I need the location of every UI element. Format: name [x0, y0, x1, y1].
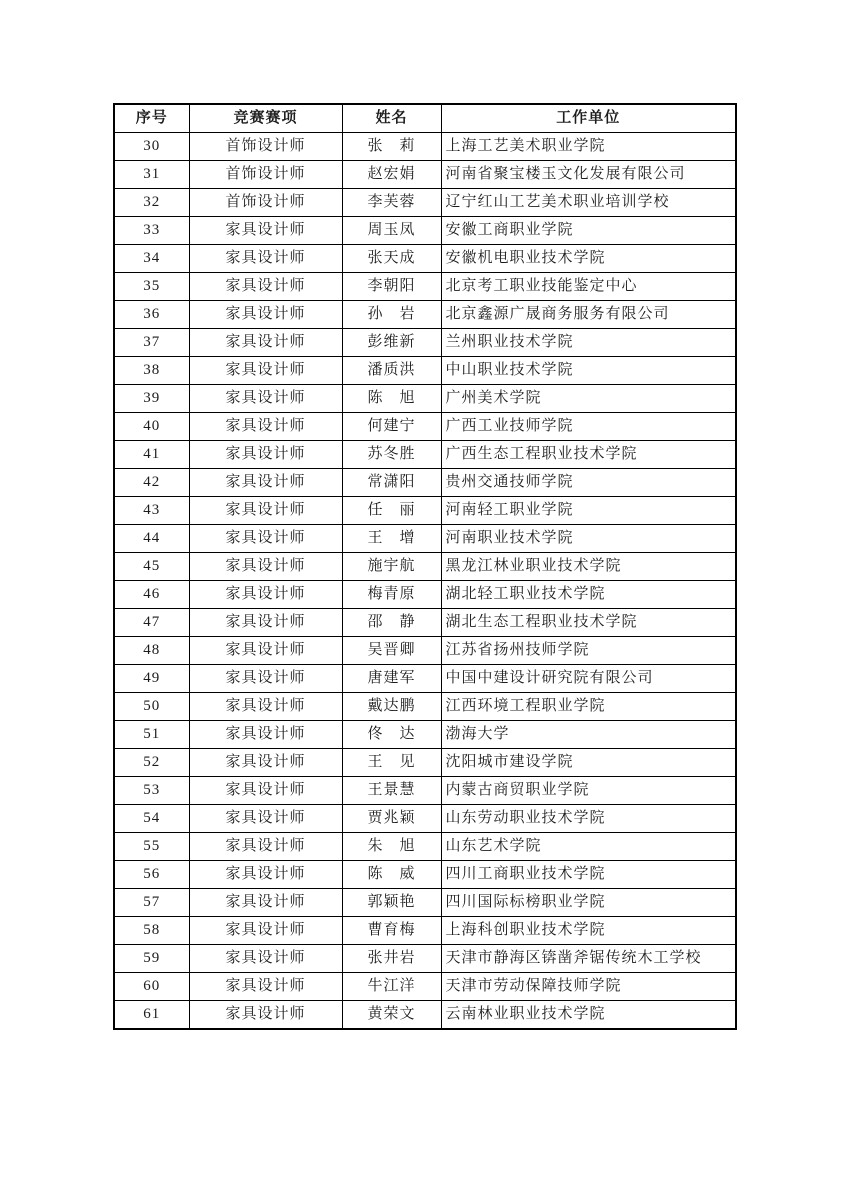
unit-cell: 山东艺术学院 — [441, 833, 736, 861]
event-cell: 家具设计师 — [189, 973, 342, 1001]
unit-cell: 四川国际标榜职业学院 — [441, 889, 736, 917]
name-cell: 黄荣文 — [342, 1001, 441, 1030]
table-row — [114, 973, 736, 1001]
table-row — [114, 413, 736, 441]
index-cell: 40 — [114, 413, 189, 441]
name-cell: 张 莉 — [342, 133, 441, 161]
name-cell: 吴晋卿 — [342, 637, 441, 665]
event-cell: 家具设计师 — [189, 833, 342, 861]
name-cell: 邵 静 — [342, 609, 441, 637]
unit-cell: 内蒙古商贸职业学院 — [441, 777, 736, 805]
index-cell: 41 — [114, 441, 189, 469]
name-cell: 牛江洋 — [342, 973, 441, 1001]
col-header-index: 序号 — [114, 104, 189, 133]
unit-cell: 云南林业职业技术学院 — [441, 1001, 736, 1030]
index-cell: 31 — [114, 161, 189, 189]
name-cell: 潘质洪 — [342, 357, 441, 385]
event-cell: 家具设计师 — [189, 889, 342, 917]
unit-cell: 河南轻工职业学院 — [441, 497, 736, 525]
name-cell: 王 增 — [342, 525, 441, 553]
name-cell: 赵宏娟 — [342, 161, 441, 189]
name-cell: 李芙蓉 — [342, 189, 441, 217]
index-cell: 51 — [114, 721, 189, 749]
name-cell: 周玉凤 — [342, 217, 441, 245]
event-cell: 家具设计师 — [189, 805, 342, 833]
name-cell: 苏冬胜 — [342, 441, 441, 469]
name-cell: 何建宁 — [342, 413, 441, 441]
name-cell: 郭颖艳 — [342, 889, 441, 917]
unit-cell: 上海工艺美术职业学院 — [441, 133, 736, 161]
name-cell: 王景慧 — [342, 777, 441, 805]
table-row — [114, 581, 736, 609]
index-cell: 43 — [114, 497, 189, 525]
index-cell: 58 — [114, 917, 189, 945]
unit-cell: 河南职业技术学院 — [441, 525, 736, 553]
index-cell: 59 — [114, 945, 189, 973]
table-row — [114, 525, 736, 553]
index-cell: 56 — [114, 861, 189, 889]
index-cell: 61 — [114, 1001, 189, 1030]
unit-cell: 湖北轻工职业技术学院 — [441, 581, 736, 609]
unit-cell: 广西生态工程职业技术学院 — [441, 441, 736, 469]
name-cell: 唐建军 — [342, 665, 441, 693]
unit-cell: 北京鑫源广晟商务服务有限公司 — [441, 301, 736, 329]
unit-cell: 河南省聚宝楼玉文化发展有限公司 — [441, 161, 736, 189]
table-row — [114, 133, 736, 161]
table-row — [114, 777, 736, 805]
name-cell: 施宇航 — [342, 553, 441, 581]
name-cell: 陈 旭 — [342, 385, 441, 413]
name-cell: 彭维新 — [342, 329, 441, 357]
unit-cell: 天津市静海区锛凿斧锯传统木工学校 — [441, 945, 736, 973]
event-cell: 家具设计师 — [189, 385, 342, 413]
unit-cell: 天津市劳动保障技师学院 — [441, 973, 736, 1001]
table-body — [114, 133, 736, 1030]
table-row — [114, 553, 736, 581]
table-row — [114, 833, 736, 861]
unit-cell: 黑龙江林业职业技术学院 — [441, 553, 736, 581]
unit-cell: 中山职业技术学院 — [441, 357, 736, 385]
table-row — [114, 161, 736, 189]
name-cell: 曹育梅 — [342, 917, 441, 945]
unit-cell: 中国中建设计研究院有限公司 — [441, 665, 736, 693]
unit-cell: 安徽工商职业学院 — [441, 217, 736, 245]
table-row — [114, 245, 736, 273]
table-row — [114, 385, 736, 413]
index-cell: 46 — [114, 581, 189, 609]
unit-cell: 上海科创职业技术学院 — [441, 917, 736, 945]
event-cell: 首饰设计师 — [189, 189, 342, 217]
index-cell: 52 — [114, 749, 189, 777]
competition-roster-table — [113, 103, 737, 1030]
event-cell: 家具设计师 — [189, 693, 342, 721]
table-row — [114, 189, 736, 217]
name-cell: 梅青原 — [342, 581, 441, 609]
index-cell: 60 — [114, 973, 189, 1001]
index-cell: 33 — [114, 217, 189, 245]
table-row — [114, 497, 736, 525]
event-cell: 首饰设计师 — [189, 133, 342, 161]
index-cell: 54 — [114, 805, 189, 833]
name-cell: 陈 威 — [342, 861, 441, 889]
table-row — [114, 1001, 736, 1030]
name-cell: 张井岩 — [342, 945, 441, 973]
index-cell: 35 — [114, 273, 189, 301]
event-cell: 家具设计师 — [189, 217, 342, 245]
unit-cell: 安徽机电职业技术学院 — [441, 245, 736, 273]
name-cell: 王 见 — [342, 749, 441, 777]
table-row — [114, 469, 736, 497]
index-cell: 37 — [114, 329, 189, 357]
table-row — [114, 329, 736, 357]
event-cell: 家具设计师 — [189, 273, 342, 301]
unit-cell: 兰州职业技术学院 — [441, 329, 736, 357]
event-cell: 家具设计师 — [189, 357, 342, 385]
index-cell: 42 — [114, 469, 189, 497]
event-cell: 家具设计师 — [189, 861, 342, 889]
table-row — [114, 917, 736, 945]
unit-cell: 江苏省扬州技师学院 — [441, 637, 736, 665]
event-cell: 家具设计师 — [189, 777, 342, 805]
unit-cell: 江西环境工程职业学院 — [441, 693, 736, 721]
table-row — [114, 693, 736, 721]
event-cell: 家具设计师 — [189, 637, 342, 665]
unit-cell: 渤海大学 — [441, 721, 736, 749]
table-row — [114, 945, 736, 973]
table-row — [114, 665, 736, 693]
event-cell: 家具设计师 — [189, 665, 342, 693]
table-row — [114, 861, 736, 889]
index-cell: 53 — [114, 777, 189, 805]
name-cell: 戴达鹏 — [342, 693, 441, 721]
event-cell: 家具设计师 — [189, 245, 342, 273]
index-cell: 49 — [114, 665, 189, 693]
name-cell: 李朝阳 — [342, 273, 441, 301]
col-header-name: 姓名 — [342, 104, 441, 133]
index-cell: 57 — [114, 889, 189, 917]
name-cell: 孙 岩 — [342, 301, 441, 329]
table-row — [114, 749, 736, 777]
col-header-event: 竞赛赛项 — [189, 104, 342, 133]
event-cell: 家具设计师 — [189, 413, 342, 441]
name-cell: 常潇阳 — [342, 469, 441, 497]
unit-cell: 四川工商职业技术学院 — [441, 861, 736, 889]
index-cell: 36 — [114, 301, 189, 329]
table-row — [114, 441, 736, 469]
event-cell: 首饰设计师 — [189, 161, 342, 189]
name-cell: 朱 旭 — [342, 833, 441, 861]
event-cell: 家具设计师 — [189, 525, 342, 553]
event-cell: 家具设计师 — [189, 301, 342, 329]
unit-cell: 湖北生态工程职业技术学院 — [441, 609, 736, 637]
event-cell: 家具设计师 — [189, 441, 342, 469]
index-cell: 55 — [114, 833, 189, 861]
event-cell: 家具设计师 — [189, 329, 342, 357]
name-cell: 贾兆颖 — [342, 805, 441, 833]
name-cell: 佟 达 — [342, 721, 441, 749]
event-cell: 家具设计师 — [189, 469, 342, 497]
table-row — [114, 273, 736, 301]
unit-cell: 贵州交通技师学院 — [441, 469, 736, 497]
index-cell: 34 — [114, 245, 189, 273]
event-cell: 家具设计师 — [189, 553, 342, 581]
event-cell: 家具设计师 — [189, 917, 342, 945]
event-cell: 家具设计师 — [189, 1001, 342, 1030]
table-row — [114, 805, 736, 833]
index-cell: 39 — [114, 385, 189, 413]
index-cell: 45 — [114, 553, 189, 581]
table-row — [114, 721, 736, 749]
event-cell: 家具设计师 — [189, 497, 342, 525]
event-cell: 家具设计师 — [189, 749, 342, 777]
table-row — [114, 637, 736, 665]
event-cell: 家具设计师 — [189, 945, 342, 973]
table-header-row — [114, 104, 736, 133]
index-cell: 38 — [114, 357, 189, 385]
table-row — [114, 609, 736, 637]
unit-cell: 辽宁红山工艺美术职业培训学校 — [441, 189, 736, 217]
table-row — [114, 301, 736, 329]
index-cell: 50 — [114, 693, 189, 721]
name-cell: 任 丽 — [342, 497, 441, 525]
unit-cell: 广州美术学院 — [441, 385, 736, 413]
index-cell: 30 — [114, 133, 189, 161]
unit-cell: 广西工业技师学院 — [441, 413, 736, 441]
index-cell: 44 — [114, 525, 189, 553]
table-row — [114, 217, 736, 245]
unit-cell: 北京考工职业技能鉴定中心 — [441, 273, 736, 301]
unit-cell: 沈阳城市建设学院 — [441, 749, 736, 777]
event-cell: 家具设计师 — [189, 721, 342, 749]
name-cell: 张天成 — [342, 245, 441, 273]
index-cell: 47 — [114, 609, 189, 637]
table-row — [114, 889, 736, 917]
index-cell: 32 — [114, 189, 189, 217]
table-row — [114, 357, 736, 385]
unit-cell: 山东劳动职业技术学院 — [441, 805, 736, 833]
index-cell: 48 — [114, 637, 189, 665]
event-cell: 家具设计师 — [189, 609, 342, 637]
event-cell: 家具设计师 — [189, 581, 342, 609]
col-header-unit: 工作单位 — [441, 104, 736, 133]
